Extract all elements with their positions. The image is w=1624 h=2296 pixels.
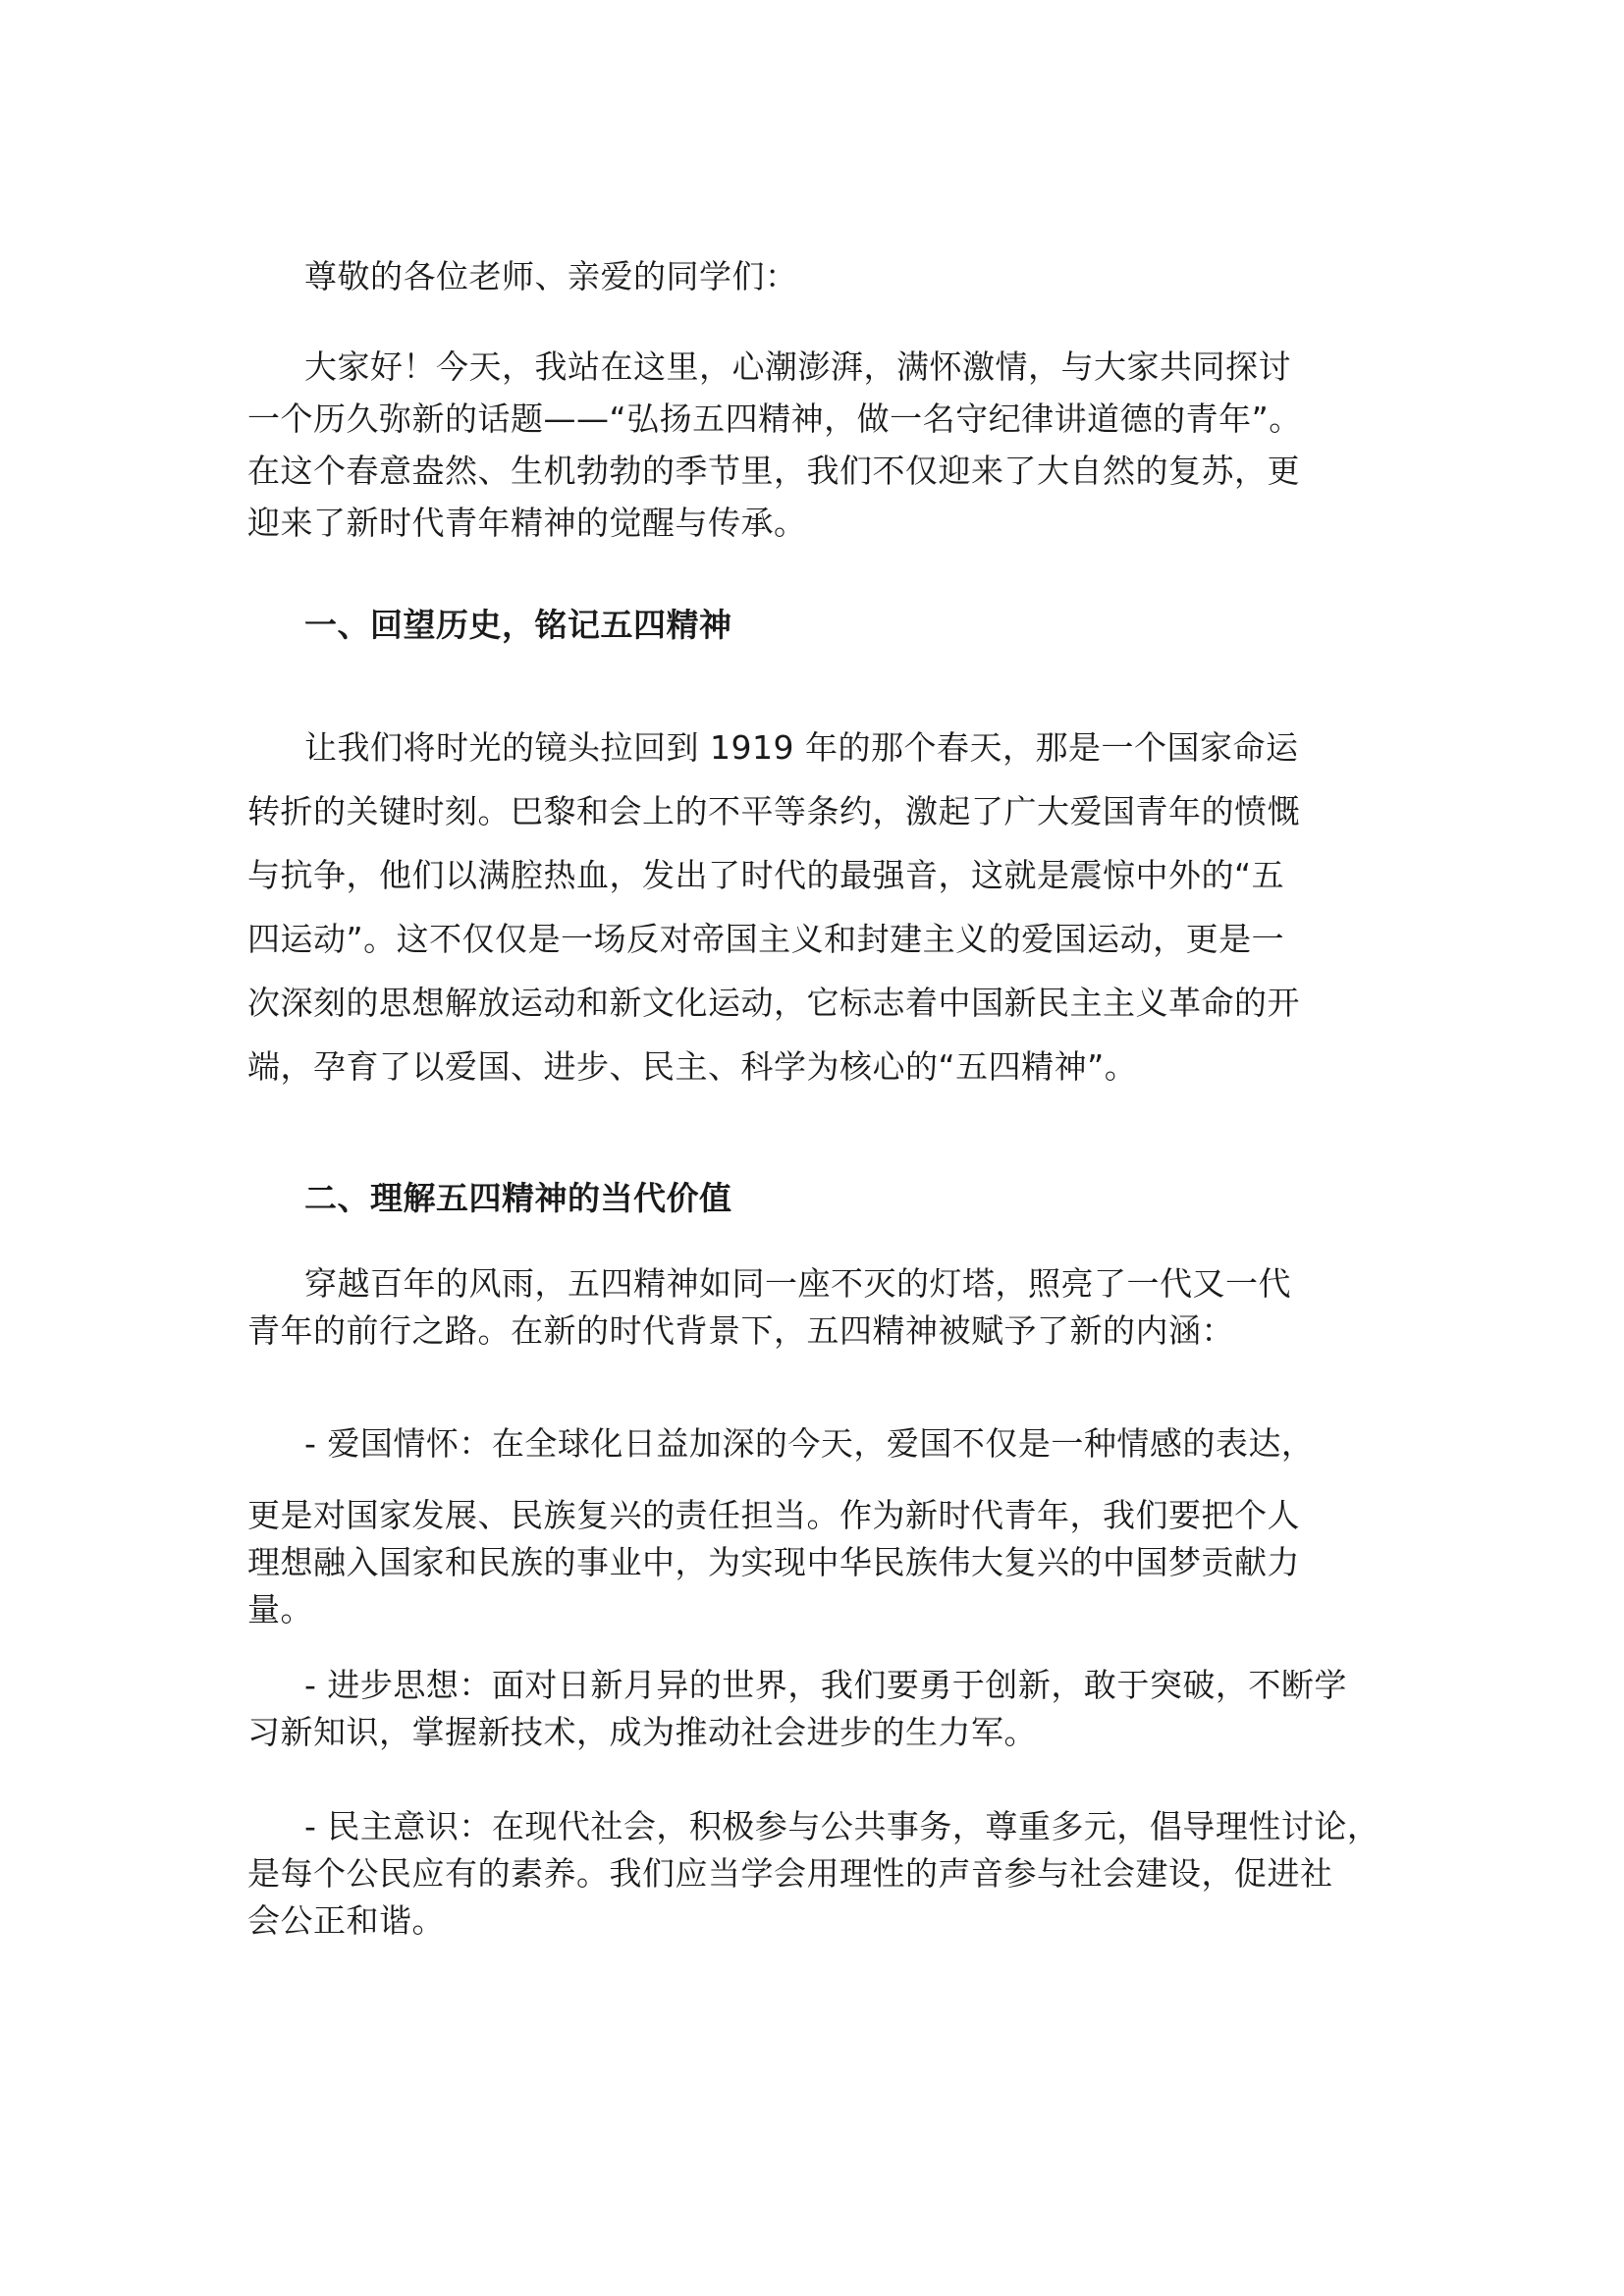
patriotism-line-3: 理想融入国家和民族的事业中，为实现中华民族伟大复兴的中国梦贡献力 [247, 1543, 1300, 1581]
patriotism-line-4: 量。 [247, 1590, 313, 1629]
history-line-5: 次深刻的思想解放运动和新文化运动，它标志着中国新民主主义革命的开 [247, 984, 1300, 1022]
democracy-line-2: 是每个公民应有的素养。我们应当学会用理性的声音参与社会建设，促进社 [247, 1854, 1333, 1893]
history-line-3: 与抗争，他们以满腔热血，发出了时代的最强音，这就是震惊中外的“五 [247, 856, 1285, 894]
intro-paragraph [247, 341, 1386, 549]
history-line-2: 转折的关键时刻。巴黎和会上的不平等条约，激起了广大爱国青年的愤慨 [247, 792, 1300, 830]
value-intro-paragraph [247, 1260, 1386, 1355]
patriotism-line-2: 更是对国家发展、民族复兴的责任担当。作为新时代青年，我们要把个人 [247, 1496, 1300, 1534]
patriotism-line-1: - 爱国情怀：在全球化日益加深的今天，爱国不仅是一种情感的表达， [304, 1424, 1315, 1463]
value-intro-line-1: 穿越百年的风雨，五四精神如同一座不灭的灯塔，照亮了一代又一代 [304, 1264, 1291, 1303]
heading-2-text: 二、理解五四精神的当代价值 [304, 1179, 732, 1217]
value-intro-line-2: 青年的前行之路。在新的时代背景下，五四精神被赋予了新的内涵： [247, 1311, 1234, 1350]
section-heading-1 [247, 601, 1386, 650]
progress-item [247, 1662, 1386, 1756]
section-heading-2 [247, 1174, 1386, 1223]
heading-1-text: 一、回望历史，铭记五四精神 [304, 606, 732, 644]
intro-line-2: 一个历久弥新的话题——“弘扬五四精神，做一名守纪律讲道德的青年”。 [247, 400, 1302, 438]
history-line-1: 让我们将时光的镜头拉回到 1919 年的那个春天，那是一个国家命运 [304, 728, 1299, 767]
intro-line-1: 大家好！今天，我站在这里，心潮澎湃，满怀激情，与大家共同探讨 [304, 347, 1291, 386]
democracy-line-3: 会公正和谐。 [247, 1901, 445, 1940]
intro-line-4: 迎来了新时代青年精神的觉醒与传承。 [247, 504, 807, 542]
patriotism-item [247, 1420, 1386, 1633]
greeting [247, 253, 1386, 300]
history-line-4: 四运动”。这不仅仅是一场反对帝国主义和封建主义的爱国运动，更是一 [247, 920, 1285, 958]
history-line-6: 端，孕育了以爱国、进步、民主、科学为核心的“五四精神”。 [247, 1047, 1138, 1086]
democracy-item [247, 1803, 1386, 1945]
history-paragraph [247, 716, 1386, 1098]
intro-line-3: 在这个春意盎然、生机勃勃的季节里，我们不仅迎来了大自然的复苏，更 [247, 452, 1300, 490]
democracy-line-1: - 民主意识：在现代社会，积极参与公共事务，尊重多元，倡导理性讨论， [304, 1807, 1380, 1845]
progress-line-2: 习新知识，掌握新技术，成为推动社会进步的生力军。 [247, 1713, 1037, 1751]
greeting-line: 尊敬的各位老师、亲爱的同学们： [304, 257, 798, 295]
progress-line-1: - 进步思想：面对日新月异的世界，我们要勇于创新，敢于突破，不断学 [304, 1666, 1347, 1704]
